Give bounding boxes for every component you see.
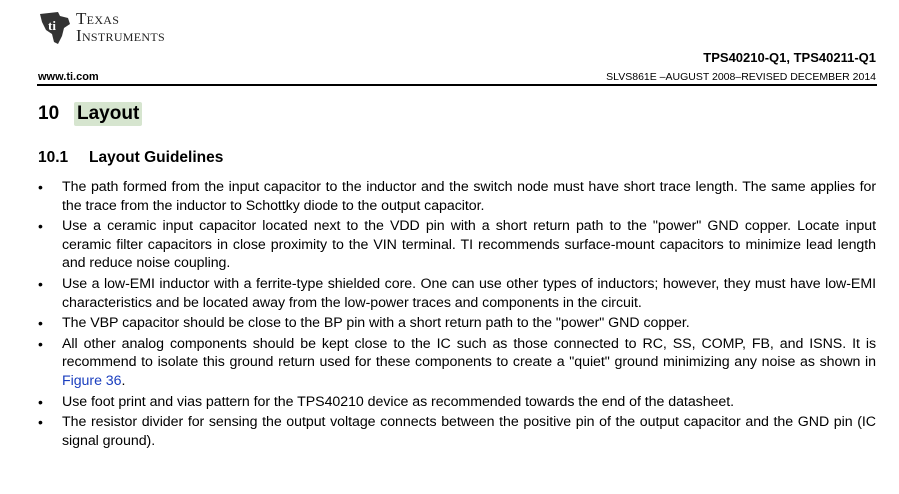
ti-state-logo-icon	[38, 10, 72, 46]
section-heading	[38, 102, 142, 126]
section-title: Layout	[74, 102, 142, 126]
bullet-marker: •	[38, 315, 43, 332]
site-link[interactable]: www.ti.com	[38, 71, 99, 83]
list-item-text-before-link: All other analog components should be kept close to the IC such as those connected to RC, SS, COMP, FB, and ISNS. It is recommend to isolate this ground return used for these components to create a "quiet" ground minimizing any noise as shown in	[62, 335, 876, 371]
list-item-text: Use a ceramic input capacitor located next to the VDD pin with a short return path to the "power" GND copper. Locate input ceramic filter capacitors in close proximity to the VIN terminal. TI recommends surface-mount capacitors to minimize lead length and reduce noise coupling.	[62, 218, 876, 272]
bullet-marker: •	[38, 414, 43, 431]
list-item-text-after-link: .	[121, 372, 126, 389]
svg-text:ti: ti	[48, 18, 56, 33]
logo-line-1: Texas	[76, 9, 120, 28]
list-item	[38, 275, 876, 312]
list-item	[38, 178, 876, 215]
bullet-marker: •	[38, 179, 43, 195]
list-item-text	[62, 335, 876, 391]
bullet-marker: •	[38, 335, 43, 352]
bullet-marker: •	[38, 393, 43, 410]
list-item	[38, 217, 876, 273]
figure-36-link[interactable]: Figure 36	[62, 372, 122, 389]
ti-logo[interactable]	[38, 10, 165, 46]
subsection-title: Layout Guidelines	[89, 149, 224, 166]
subsection-number: 10.1	[38, 149, 69, 166]
list-item-text: Use foot print and vias pattern for the TPS40210 device as recommended towards the end of the datasheet.	[62, 393, 735, 410]
list-item	[38, 413, 876, 450]
guidelines-list	[38, 178, 876, 452]
subsection-heading	[38, 149, 223, 167]
bullet-marker: •	[38, 275, 43, 292]
list-item	[38, 314, 876, 333]
document-id: SLVS861E –AUGUST 2008–REVISED DECEMBER 2014	[606, 71, 876, 83]
list-item-text: The VBP capacitor should be close to the BP pin with a short return path to the "power" GND copper.	[62, 315, 690, 332]
bullet-marker: •	[38, 218, 43, 235]
list-item	[38, 335, 876, 391]
list-item	[38, 393, 876, 412]
section-number: 10	[38, 103, 60, 124]
header-divider	[37, 84, 877, 86]
logo-wordmark	[76, 10, 165, 44]
list-item-text: Use a low-EMI inductor with a ferrite-type shielded core. One can use other types of inductors; however, they must have low-EMI characteristics and be located away from the low-power traces and components in the circuit.	[62, 275, 876, 311]
list-item-text: The resistor divider for sensing the output voltage connects between the positive pin of the output capacitor and the GND pin (IC signal ground).	[62, 414, 876, 449]
document-title: TPS40210-Q1, TPS40211-Q1	[703, 50, 876, 65]
list-item-text: The path formed from the input capacitor to the inductor and the switch node must have short trace length. The same applies for the trace from the inductor to Schottky diode to the output capacitor.	[62, 179, 876, 214]
logo-line-2: Instruments	[76, 26, 165, 45]
